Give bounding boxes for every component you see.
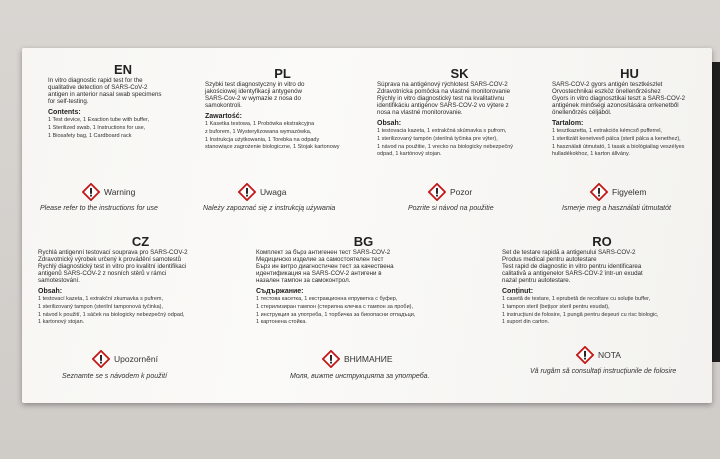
contents-heading: Съдържание:	[256, 288, 304, 296]
text-line: Rýchly in vitro diagnostický test na kvalitatívnu	[377, 95, 505, 103]
warning-label: Warning	[104, 187, 136, 197]
text-line: 1 тестова касетка, 1 екстракционна епруветка с буфер,	[256, 296, 398, 303]
text-line: 1 casetă de testare, 1 eprubetă de recoltare cu soluție buffer,	[502, 296, 651, 303]
lang-code: PL	[274, 66, 291, 81]
text-line: SARS-Cov-2 w wymazie z nosa do	[205, 95, 301, 103]
text-line: nosa na vlastné monitorovanie.	[377, 109, 463, 117]
text-line: hulladékokhoz, 1 karton állvány.	[552, 151, 630, 158]
description	[38, 249, 243, 284]
section-hu	[552, 66, 707, 159]
text-line: Rychlý diagnostický test in vitro pro kvalitní identifikaci	[38, 263, 187, 271]
text-line: 1 инструкция за употреба, 1 торбичка за биоопасни отпадъци,	[256, 311, 416, 318]
text-line: Zdravotnický výrobek určený k provádění samotestů	[38, 256, 182, 264]
text-line: for self-testing.	[48, 98, 89, 106]
text-line: 1 sterilizovaný tampon (sterilní tamponová tyčinka),	[38, 304, 164, 311]
hazard-icon	[590, 183, 608, 201]
text-line: Orvostechnikai eszköz önellenőrzéshez	[552, 88, 661, 96]
text-line: samotestování.	[38, 277, 80, 285]
note-pl: Należy zapoznać się z instrukcją używania	[203, 205, 336, 212]
warning-bg	[322, 350, 393, 368]
text-line: 1 használati útmutató, 1 tasak a biológiailag veszélyes	[552, 143, 685, 150]
text-line: 1 testovacia kazeta, 1 extrakčná skúmavka s pufrom,	[377, 128, 507, 135]
text-line: 1 kartonový stojan.	[38, 319, 85, 326]
hazard-icon	[82, 183, 100, 201]
warning-label: NOTA	[598, 350, 621, 360]
contents-list	[502, 296, 702, 326]
text-line: 1 Biosafety bag, 1 Cardboard rack	[48, 132, 132, 139]
contents-heading: Obsah:	[38, 288, 63, 296]
section-pl	[205, 66, 360, 152]
description	[48, 77, 198, 105]
contents-list	[205, 121, 360, 151]
text-line: Set de testare rapidă a antigenului SARS-COV-2	[502, 249, 636, 256]
text-line: Test rapid de diagnostic in vitro pentru identificarea	[502, 263, 642, 271]
warning-ro	[576, 346, 621, 364]
text-line: назален тампон за самоконтрол.	[256, 277, 351, 285]
text-line: antigenů SARS-COV-2 z nosních stěrů v rámci	[38, 270, 167, 278]
text-line: qualitative detection of SARS-CoV-2	[48, 84, 148, 92]
lang-code: HU	[620, 66, 639, 81]
contents-list	[552, 128, 707, 158]
text-line: Produs medical pentru autotestare	[502, 256, 597, 264]
text-line: 1 Sterilized swab, 1 Instructions for use,	[48, 124, 146, 131]
section-bg	[256, 234, 471, 327]
note-sk: Pozrite si návod na použitie	[408, 205, 494, 212]
description	[552, 81, 707, 116]
text-line: Zdravotnícka pomôcka na vlastné monitorovanie	[377, 88, 511, 96]
text-line: z buforem, 1 Wysterylizowana wymazówka,	[205, 128, 312, 135]
text-line: 1 tampon steril (bețișor steril pentru exudat),	[502, 304, 610, 311]
description	[502, 249, 702, 284]
lang-code: EN	[113, 62, 133, 77]
lang-code: SK	[450, 66, 469, 81]
section-cz	[38, 234, 243, 327]
description	[256, 249, 471, 284]
warning-label: Figyelem	[612, 187, 647, 197]
note-hu: Ismerje meg a használati útmutatót	[562, 205, 671, 212]
text-line: stanowiące zagrożenie biologiczne, 1 Stojak kartonowy	[205, 144, 340, 151]
warning-cz	[92, 350, 158, 368]
contents-heading: Obsah:	[377, 120, 402, 128]
text-line: antigének minőségi azonosítására orrkenetből	[552, 102, 679, 110]
text-line: In vitro diagnostic rapid test for the	[48, 77, 143, 84]
text-line: Gyors in vitro diagnosztikai teszt a SARS-COV-2	[552, 95, 686, 103]
warning-label: Pozor	[450, 187, 473, 197]
text-line: önellenőrzés céljából.	[552, 109, 612, 117]
text-line: antigen in anterior nasal swab specimens	[48, 91, 162, 99]
text-line: samokontroli.	[205, 102, 242, 110]
text-line: jakościowej identyfikacji antygenów	[205, 88, 302, 96]
text-line: Бърз ин витро диагностичен тест за качествена	[256, 263, 394, 271]
text-line: Комплект за бърз антигенен тест SARS-COV-2	[256, 249, 391, 256]
warning-label: Uwaga	[260, 187, 287, 197]
text-line: 1 Test device, 1 Exaction tube with buffer,	[48, 117, 149, 124]
description	[377, 81, 542, 116]
section-sk	[377, 66, 542, 159]
text-line: SARS-COV-2 gyors antigén tesztkészlet	[552, 81, 663, 88]
contents-list	[256, 296, 471, 326]
contents-list	[38, 296, 243, 326]
text-line: 1 sterilizált kenetvevő pálca (steril pálca a kenethez),	[552, 136, 681, 143]
text-line: 1 tesztkazetta, 1 extrakciós kémcső pufferrel,	[552, 128, 662, 135]
text-line: Súprava na antigénový rýchlotest SARS-COV-2	[377, 81, 508, 88]
contents-heading: Contents:	[48, 109, 81, 117]
text-line: идентификация на SARS-COV-2 антигени в	[256, 270, 382, 278]
text-line: 1 картонена стойка.	[256, 319, 307, 326]
contents-heading: Zawartość:	[205, 113, 242, 121]
warning-en	[82, 183, 135, 201]
hazard-icon	[428, 183, 446, 201]
text-line: 1 instrucțiuni de folosire, 1 pungă pentru deșeuri cu risc biologic,	[502, 311, 659, 318]
warning-label: Upozornění	[114, 354, 158, 364]
text-line: 1 návod na použitie, 1 vrecko na biologicky nebezpečný	[377, 143, 514, 150]
section-ro	[502, 234, 702, 327]
warning-hu	[590, 183, 646, 201]
hazard-icon	[92, 350, 110, 368]
note-cz: Seznamte se s návodem k použití	[62, 373, 168, 380]
lang-code: CZ	[131, 234, 150, 249]
warning-label: ВНИМАНИЕ	[344, 354, 393, 364]
contents-list	[377, 128, 542, 158]
text-line: 1 návod k použití, 1 sáček na biologicky nebezpečný odpad,	[38, 311, 185, 318]
note-bg: Моля, вижте инструкцията за употреба.	[290, 373, 430, 380]
text-line: 1 sterilizovaný tampón (sterilná tyčinka pre výter),	[377, 136, 498, 143]
warning-pl	[238, 183, 286, 201]
text-line: identifikáciu antigénov SARS-COV-2 vo výtere z	[377, 102, 509, 110]
note-en: Please refer to the instructions for use	[40, 205, 158, 212]
text-line: 1 Instrukcja użytkowania, 1 Torebka na odpady	[205, 136, 320, 143]
text-line: 1 Kasetka testowa, 1 Probówka ekstrakcyjna	[205, 121, 315, 128]
text-line: 1 testovací kazeta, 1 extrakční zkumavka s pufrem,	[38, 296, 164, 303]
text-line: 1 стерилизиран тампон (стерилна клечка с тампон за проби),	[256, 304, 414, 311]
text-line: calitativă a antigenelor SARS-COV-2 într-un exudat	[502, 270, 643, 278]
text-line: Szybki test diagnostyczny in vitro do	[205, 81, 305, 88]
contents-heading: Conținut:	[502, 288, 534, 296]
lang-code: BG	[353, 234, 374, 249]
text-line: odpad, 1 kartónový stojan.	[377, 151, 442, 158]
text-line: Rychlá antigenní testovací souprava pro SARS-COV-2	[38, 249, 188, 256]
lang-code: RO	[592, 234, 612, 249]
hazard-icon	[238, 183, 256, 201]
description	[205, 81, 360, 109]
contents-heading: Tartalom:	[552, 120, 584, 128]
hazard-icon	[322, 350, 340, 368]
note-ro: Vă rugăm să consultați instrucțiunile de folosire	[530, 368, 677, 375]
text-line: nazal pentru autotestare.	[502, 277, 571, 285]
section-en	[48, 62, 198, 140]
hazard-icon	[576, 346, 594, 364]
contents-list	[48, 117, 198, 140]
warning-sk	[428, 183, 472, 201]
text-line: 1 suport din carton.	[502, 319, 550, 326]
text-line: Медицинско изделие за самостоятелен тест	[256, 256, 384, 264]
